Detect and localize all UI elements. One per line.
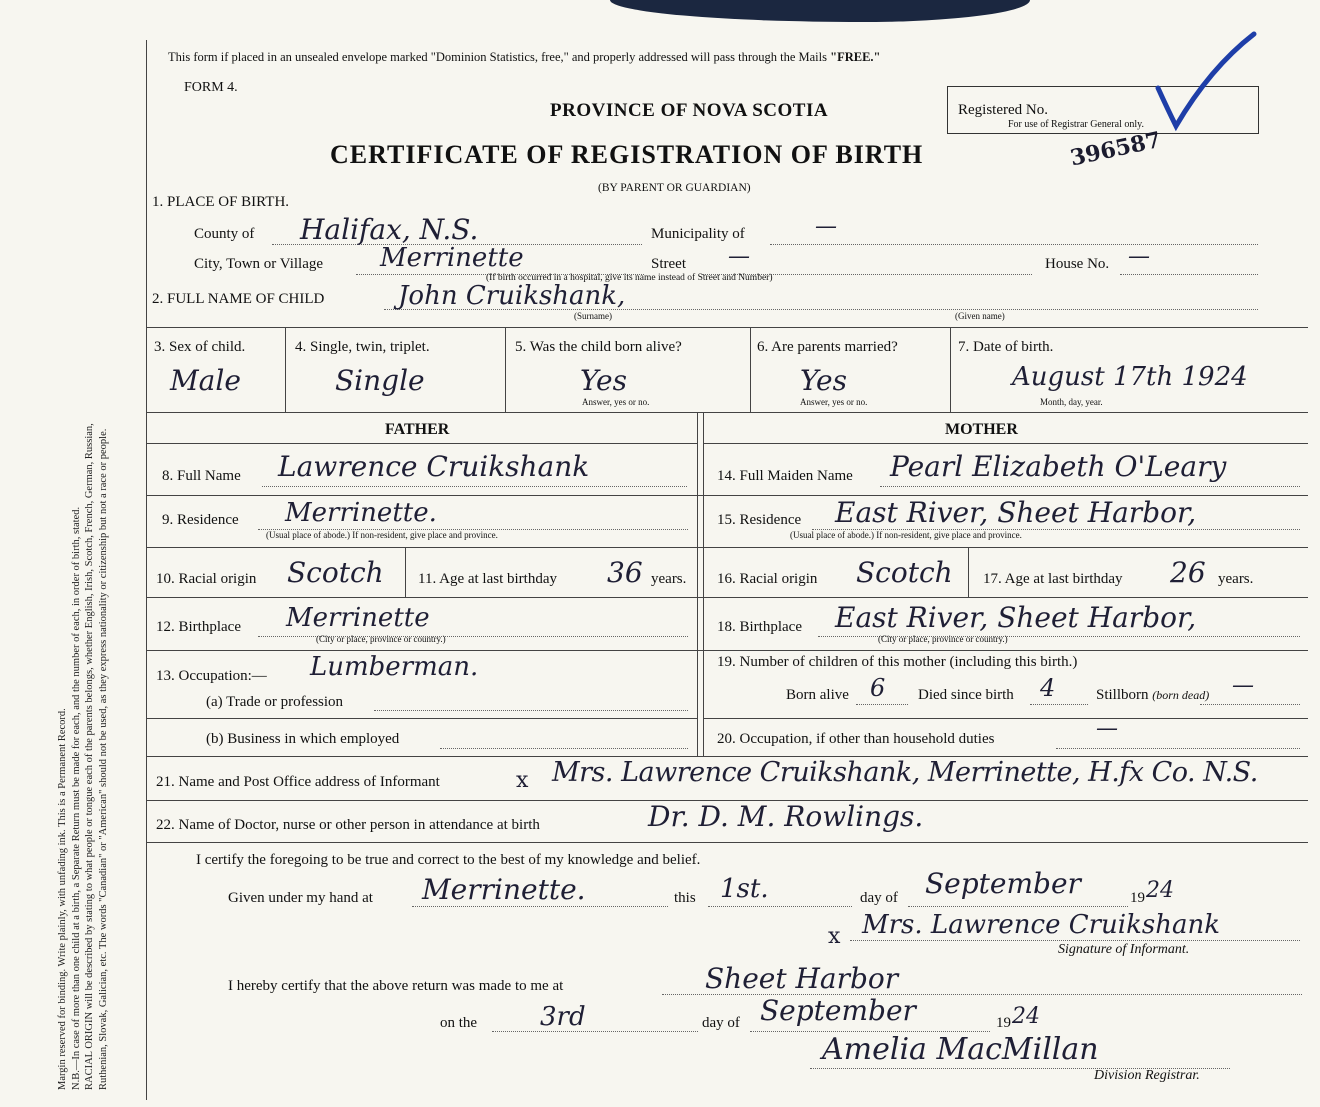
row9-line: [146, 547, 1308, 548]
row3-top-line: [146, 327, 1308, 328]
year-prefix: 19: [1130, 890, 1145, 906]
certificate-title: CERTIFICATE OF REGISTRATION OF BIRTH: [330, 140, 924, 169]
father-name-value: Lawrence Cruikshank: [278, 450, 590, 483]
mother-birthplace-value: East River, Sheet Harbor,: [835, 601, 1197, 634]
children-count-label: 19. Number of children of this mother (including this birth.): [717, 654, 1078, 670]
died-since-birth-label: Died since birth: [918, 687, 1014, 703]
date-note: Month, day, year.: [1040, 397, 1103, 407]
province-heading: PROVINCE OF NOVA SCOTIA: [550, 100, 829, 121]
informant-label: 21. Name and Post Office address of Informant: [156, 774, 440, 790]
row12-line: [146, 650, 1308, 651]
trade-line: [374, 710, 688, 711]
date-of-birth-label: 7. Date of birth.: [958, 339, 1054, 355]
house-label: House No.: [1045, 256, 1110, 272]
county-label: County of: [194, 226, 255, 242]
day-of-label: day of: [860, 890, 898, 906]
surname-note: (Surname): [574, 311, 612, 321]
row3-divider-2: [505, 327, 506, 412]
street-value: —: [728, 244, 750, 269]
father-birthplace-label: 12. Birthplace: [156, 619, 241, 635]
year-suffix: 24: [1146, 878, 1174, 903]
father-residence-label: 9. Residence: [162, 512, 239, 528]
parents-center-divider-2: [703, 412, 704, 756]
mother-racial-label: 16. Racial origin: [717, 571, 818, 587]
margin-instructions: [56, 50, 110, 1090]
municipality-label: Municipality of: [651, 226, 745, 242]
answer-note-2: Answer, yes or no.: [800, 397, 868, 407]
father-age-value: 36: [607, 556, 643, 589]
father-occupation-label: 13. Occupation:—: [156, 668, 267, 684]
row10-line: [146, 597, 1308, 598]
municipality-value: —: [815, 214, 837, 239]
row3-divider-1: [285, 327, 286, 412]
on-the-label: on the: [440, 1015, 478, 1031]
city-value: Merrinette: [380, 243, 524, 273]
mail-note: This form if placed in an unsealed envelope marked "Dominion Statistics, free," and properly addressed will pass through the Mails "FREE.": [168, 50, 881, 64]
checkmark-icon: [1150, 28, 1260, 133]
mother-name-label: 14. Full Maiden Name: [717, 468, 853, 484]
father-birthplace-value: Merrinette: [286, 603, 430, 633]
form-number: FORM 4.: [184, 80, 238, 95]
this-day-line: [708, 906, 852, 907]
mother-heading: MOTHER: [945, 421, 1018, 438]
mother-residence-value: East River, Sheet Harbor,: [835, 496, 1197, 529]
racial-origin-divider-father: [405, 547, 406, 597]
signature-note: Signature of Informant.: [1058, 942, 1190, 957]
registrar-month: September: [760, 994, 916, 1027]
father-name-label: 8. Full Name: [162, 468, 241, 484]
born-alive-line: [856, 704, 908, 705]
given-place-value: Merrinette.: [422, 873, 586, 906]
hospital-note: (If birth occurred in a hospital, give its name instead of Street and Number): [486, 273, 773, 283]
margin-line-4: Ruthenian, Slovak, Galician, etc. The words "Canadian" or "American" should not be used, as they express nationality or citizenship but not a race or people.: [97, 428, 109, 1090]
father-age-label: 11. Age at last birthday: [418, 571, 557, 587]
business-label: (b) Business in which employed: [206, 731, 400, 747]
mother-age-value: 26: [1170, 556, 1206, 589]
row3-divider-3: [750, 327, 751, 412]
mother-age-years: years.: [1218, 571, 1254, 587]
given-place-line: [412, 906, 668, 907]
given-under-hand-label: Given under my hand at: [228, 890, 373, 906]
registrar-day-line: [492, 1031, 698, 1032]
parents-married-answer: Yes: [800, 364, 847, 397]
born-alive-answer: Yes: [580, 364, 627, 397]
street-label: Street: [651, 256, 686, 272]
form-left-border: [146, 40, 147, 1100]
mother-birthplace-note: (City or place, province or country.): [878, 634, 1008, 644]
registrar-place: Sheet Harbor: [705, 962, 899, 995]
mother-abode-note: (Usual place of abode.) If non-resident, give place and province.: [790, 530, 1022, 540]
mother-occupation-line: [1056, 748, 1300, 749]
mother-birthplace-label: 18. Birthplace: [717, 619, 802, 635]
registrar-signature: Amelia MacMillan: [822, 1032, 1099, 1067]
margin-line-3: RACIAL ORIGIN will be described by stating to what people or tongue each of the parents belongs, whether English, Irish, Scotch, French, German, Russian,: [84, 423, 95, 1090]
registrar-day: 3rd: [540, 1002, 586, 1032]
child-name-label: 2. FULL NAME OF CHILD: [152, 291, 325, 307]
mother-occupation-value: —: [1096, 716, 1118, 741]
registrar-statement: I hereby certify that the above return was made to me at: [228, 978, 564, 994]
this-label: this: [674, 890, 696, 906]
doctor-value: Dr. D. M. Rowlings.: [648, 800, 924, 833]
father-racial-value: Scotch: [287, 556, 384, 589]
registrar-year-prefix: 19: [996, 1015, 1011, 1031]
place-of-birth-label: 1. PLACE OF BIRTH.: [152, 194, 290, 210]
occupation-subline-father: [146, 718, 697, 719]
row3-bottom-line: [146, 412, 1308, 413]
this-day-value: 1st.: [720, 874, 769, 904]
signature-line: [850, 940, 1300, 941]
father-racial-label: 10. Racial origin: [156, 571, 257, 587]
mother-residence-label: 15. Residence: [717, 512, 802, 528]
torn-edge: [610, 0, 1030, 22]
informant-signature-mark: x: [828, 924, 841, 949]
plurality-value: Single: [335, 364, 425, 397]
stillborn-label: Stillborn (born dead): [1096, 687, 1210, 703]
registrar-day-of-label: day of: [702, 1015, 740, 1031]
margin-line-1: Margin reserved for binding. Write plainly, with unfading ink. This is a Permanent Record.: [57, 708, 68, 1090]
municipality-line: [770, 244, 1258, 245]
father-heading: FATHER: [385, 421, 450, 438]
house-value: —: [1128, 244, 1150, 269]
born-alive-value: 6: [870, 674, 886, 702]
father-residence-value: Merrinette.: [285, 498, 437, 528]
house-line: [1120, 274, 1258, 275]
business-line: [440, 748, 688, 749]
mother-heading-line: [703, 443, 1308, 444]
sex-value: Male: [170, 364, 241, 397]
parents-center-divider: [697, 412, 698, 756]
registered-label: Registered No.: [958, 102, 1048, 118]
informant-value: Mrs. Lawrence Cruikshank, Merrinette, H.fx Co. N.S.: [552, 757, 1258, 788]
father-occupation-value: Lumberman.: [310, 652, 479, 682]
month-line: [908, 906, 1128, 907]
mother-name-value: Pearl Elizabeth O'Leary: [890, 450, 1227, 483]
trade-label: (a) Trade or profession: [206, 694, 344, 710]
doctor-label: 22. Name of Doctor, nurse or other person in attendance at birth: [156, 817, 540, 833]
father-name-line: [262, 486, 687, 487]
born-alive-label: Born alive: [786, 687, 849, 703]
plurality-label: 4. Single, twin, triplet.: [295, 339, 430, 355]
died-since-birth-value: 4: [1040, 674, 1056, 702]
county-value: Halifax, N.S.: [300, 213, 479, 246]
racial-origin-divider-mother: [968, 547, 969, 597]
father-birthplace-note: (City or place, province or country.): [316, 634, 446, 644]
father-age-years: years.: [651, 571, 687, 587]
informant-mark: x: [516, 768, 529, 793]
registered-number: 396587: [1068, 126, 1164, 172]
city-label: City, Town or Village: [194, 256, 324, 272]
mother-name-line: [880, 486, 1300, 487]
given-name-note: (Given name): [955, 311, 1005, 321]
division-registrar-title: Division Registrar.: [1094, 1068, 1200, 1083]
died-since-birth-line: [1030, 704, 1088, 705]
row3-divider-4: [950, 327, 951, 412]
child-name-value: John Cruikshank,: [398, 281, 626, 311]
certify-statement: I certify the foregoing to be true and correct to the best of my knowledge and belief.: [196, 852, 701, 868]
registrar-year-suffix: 24: [1012, 1004, 1040, 1029]
month-value: September: [925, 867, 1081, 900]
children-subline-mother: [703, 718, 1308, 719]
margin-line-2: N.B.—In case of more than one child at a birth, a Separate Return must be made for each, and the number of each, in order of birth, stated.: [70, 506, 82, 1090]
date-of-birth-value: August 17th 1924: [1012, 362, 1248, 392]
stillborn-line: [1200, 704, 1300, 705]
sex-label: 3. Sex of child.: [154, 339, 246, 355]
father-heading-line: [146, 443, 697, 444]
mother-age-label: 17. Age at last birthday: [983, 571, 1123, 587]
stillborn-value: —: [1232, 673, 1254, 698]
born-alive-question-label: 5. Was the child born alive?: [515, 339, 682, 355]
parents-married-label: 6. Are parents married?: [757, 339, 898, 355]
registrar-general-note: For use of Registrar General only.: [1008, 119, 1144, 130]
informant-signature: Mrs. Lawrence Cruikshank: [862, 910, 1220, 940]
row22-line: [146, 842, 1308, 843]
certificate-subtitle: (BY PARENT OR GUARDIAN): [598, 182, 751, 194]
answer-note-1: Answer, yes or no.: [582, 397, 650, 407]
mother-occupation-label: 20. Occupation, if other than household duties: [717, 731, 995, 747]
mother-racial-value: Scotch: [856, 556, 953, 589]
father-abode-note: (Usual place of abode.) If non-resident, give place and province.: [266, 530, 498, 540]
